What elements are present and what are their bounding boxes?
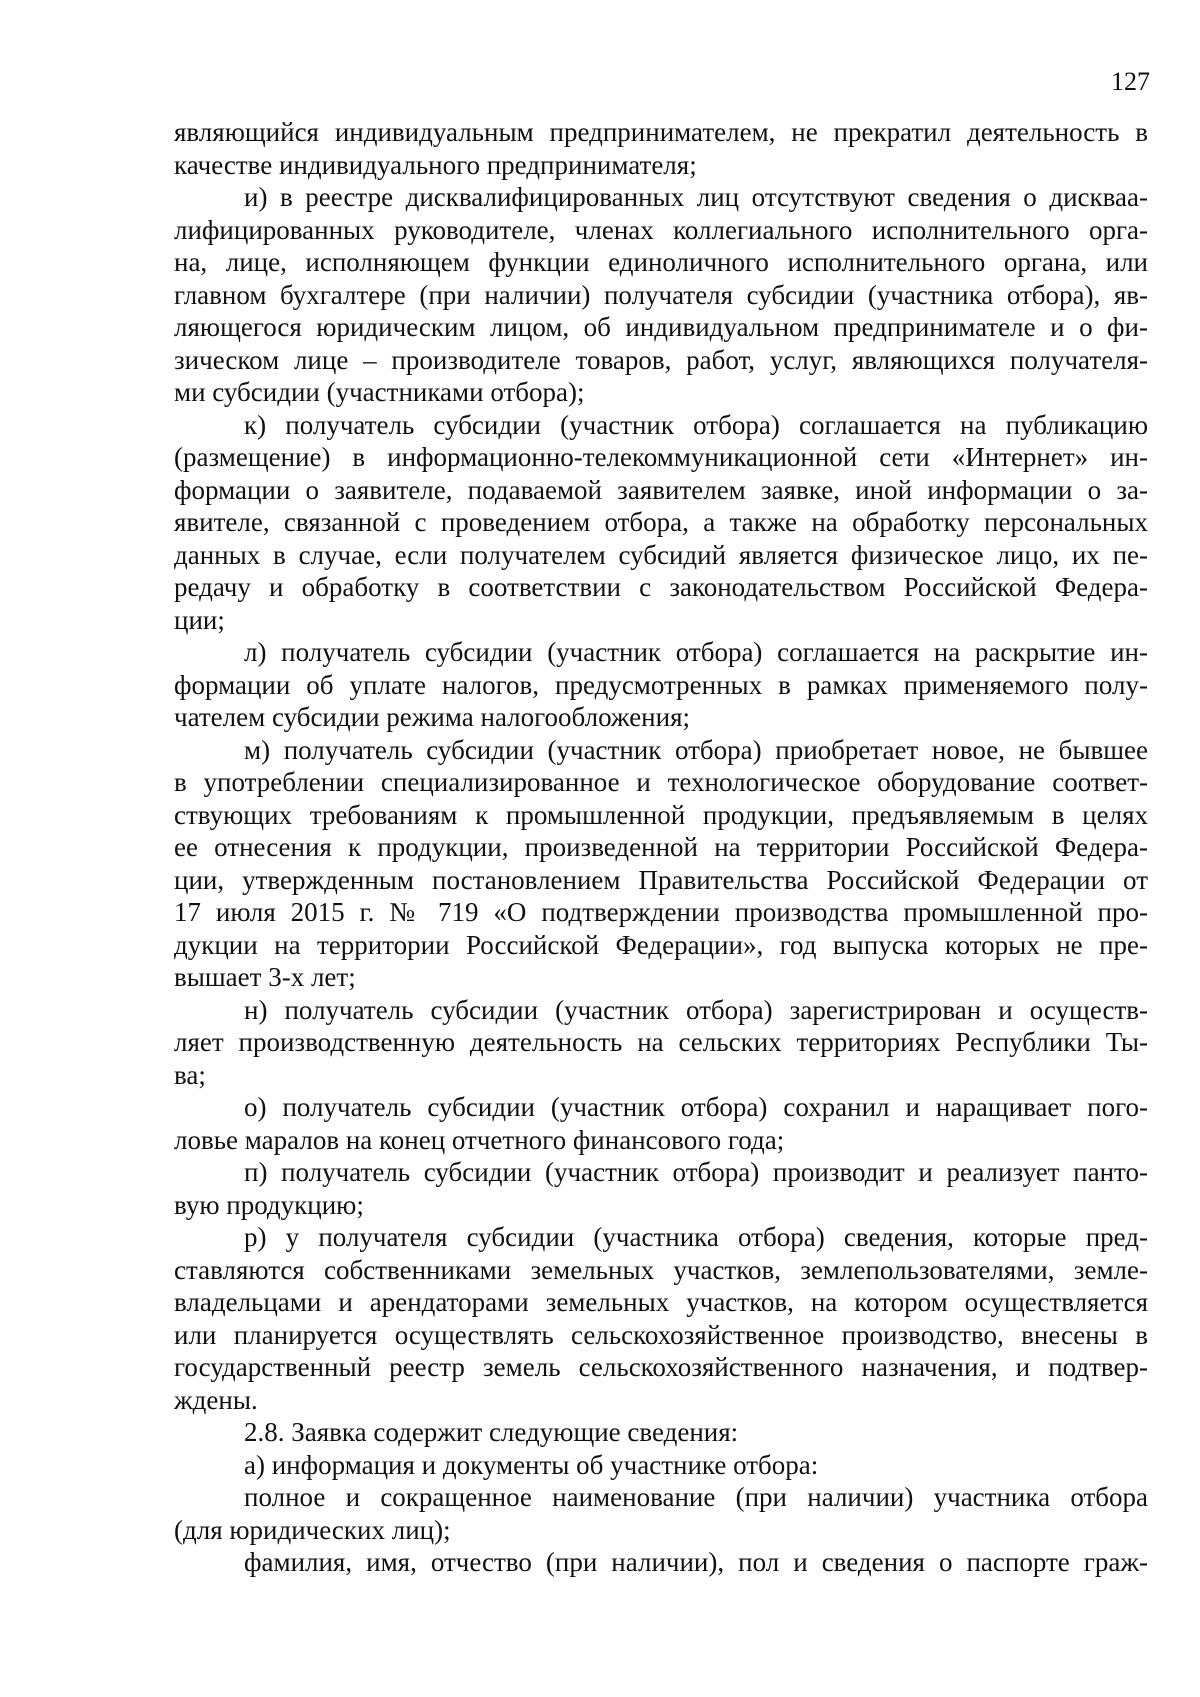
text-line: н) получатель субсидии (участник отбора) зарегистрирован и осуществ- bbox=[244, 994, 1148, 1025]
text-line: (для юридических лиц); bbox=[174, 1514, 451, 1545]
text-line: п) получатель субсидии (участник отбора) производит и реализует панто- bbox=[244, 1157, 1148, 1187]
text-line: владельцами и арендаторами земельных участков, на котором осуществляется bbox=[174, 1287, 1148, 1317]
text-line: ее отнесения к продукции, произведенной на территории Российской Федера- bbox=[174, 832, 1148, 862]
text-line: ва; bbox=[174, 1059, 206, 1090]
text-line: 2.8. Заявка содержит следующие сведения: bbox=[244, 1417, 739, 1447]
text-line: качестве индивидуального предпринимателя; bbox=[174, 149, 697, 180]
text-line: дукции на территории Российской Федерации», год выпуска которых не пре- bbox=[174, 929, 1148, 960]
text-line: р) у получателя субсидии (участника отбора) сведения, которые пред- bbox=[244, 1222, 1148, 1252]
text-line: фамилия, имя, отчество (при наличии), пол и сведения о паспорте граж- bbox=[244, 1547, 1148, 1577]
text-line: ции, утвержденным постановлением Правительства Российской Федерации от bbox=[174, 864, 1148, 895]
text-line: в употреблении специализированное и технологическое оборудование соответ- bbox=[174, 767, 1148, 797]
text-line: полное и сокращенное наименование (при наличии) участника отбора bbox=[244, 1482, 1148, 1512]
text-line: ми субсидии (участниками отбора); bbox=[174, 377, 585, 407]
text-line: ждены. bbox=[174, 1384, 258, 1415]
text-line: ствующих требованиям к промышленной продукции, предъявляемым в целях bbox=[174, 799, 1148, 830]
text-line: к) получатель субсидии (участник отбора) соглашается на публикацию bbox=[244, 409, 1148, 440]
text-line: явителе, связанной с проведением отбора, а также на обработку персональных bbox=[174, 507, 1148, 537]
text-line: на, лице, исполняющем функции единоличного исполнительного органа, или bbox=[174, 247, 1148, 277]
text-line: зическом лице – производителе товаров, работ, услуг, являющихся получателя- bbox=[174, 344, 1148, 375]
document-body bbox=[174, 116, 1148, 1579]
text-line: чателем субсидии режима налогообложения; bbox=[174, 702, 691, 732]
text-line: редачу и обработку в соответствии с законодательством Российской Федера- bbox=[174, 572, 1148, 602]
text-line: формации об уплате налогов, предусмотренных в рамках применяемого полу- bbox=[174, 669, 1148, 700]
text-line: вышает 3-х лет; bbox=[174, 962, 356, 992]
text-line: ловье маралов на конец отчетного финансового года; bbox=[174, 1124, 785, 1155]
text-line: и) в реестре дисквалифицированных лиц отсутствуют сведения о дискваа- bbox=[244, 182, 1148, 212]
text-line: лифицированных руководителе, членах коллегиального исполнительного орга- bbox=[174, 214, 1148, 245]
text-line: ставляются собственниками земельных участков, землепользователями, земле- bbox=[174, 1254, 1148, 1285]
text-line: л) получатель субсидии (участник отбора) соглашается на раскрытие ин- bbox=[244, 637, 1148, 667]
text-line: ляет производственную деятельность на сельских территориях Республики Ты- bbox=[174, 1027, 1148, 1057]
text-line: (размещение) в информационно-телекоммуникационной сети «Интернет» ин- bbox=[174, 442, 1148, 472]
text-line: являющийся индивидуальным предпринимателем, не прекратил деятельность в bbox=[174, 117, 1148, 147]
text-line: или планируется осуществлять сельскохозяйственное производство, внесены в bbox=[174, 1319, 1148, 1350]
text-line: м) получатель субсидии (участник отбора) приобретает новое, не бывшее bbox=[244, 734, 1148, 765]
text-line: вую продукцию; bbox=[174, 1189, 364, 1220]
text-line: формации о заявителе, подаваемой заявителем заявке, иной информации о за- bbox=[174, 474, 1148, 505]
text-line: ции; bbox=[174, 604, 225, 635]
text-line: 17 июля 2015 г. № 719 «О подтверждении производства промышленной про- bbox=[174, 897, 1148, 927]
text-line: о) получатель субсидии (участник отбора) сохранил и наращивает пого- bbox=[244, 1092, 1148, 1122]
page-number: 127 bbox=[1111, 67, 1150, 96]
text-line: ляющегося юридическим лицом, об индивидуальном предпринимателе и о фи- bbox=[174, 312, 1148, 342]
text-line: а) информация и документы об участнике отбора: bbox=[244, 1449, 819, 1480]
text-line: государственный реестр земель сельскохозяйственного назначения, и подтвер- bbox=[174, 1352, 1148, 1382]
text-line: главном бухгалтере (при наличии) получателя субсидии (участника отбора), яв- bbox=[174, 279, 1148, 310]
text-line: данных в случае, если получателем субсидий является физическое лицо, их пе- bbox=[174, 539, 1148, 570]
